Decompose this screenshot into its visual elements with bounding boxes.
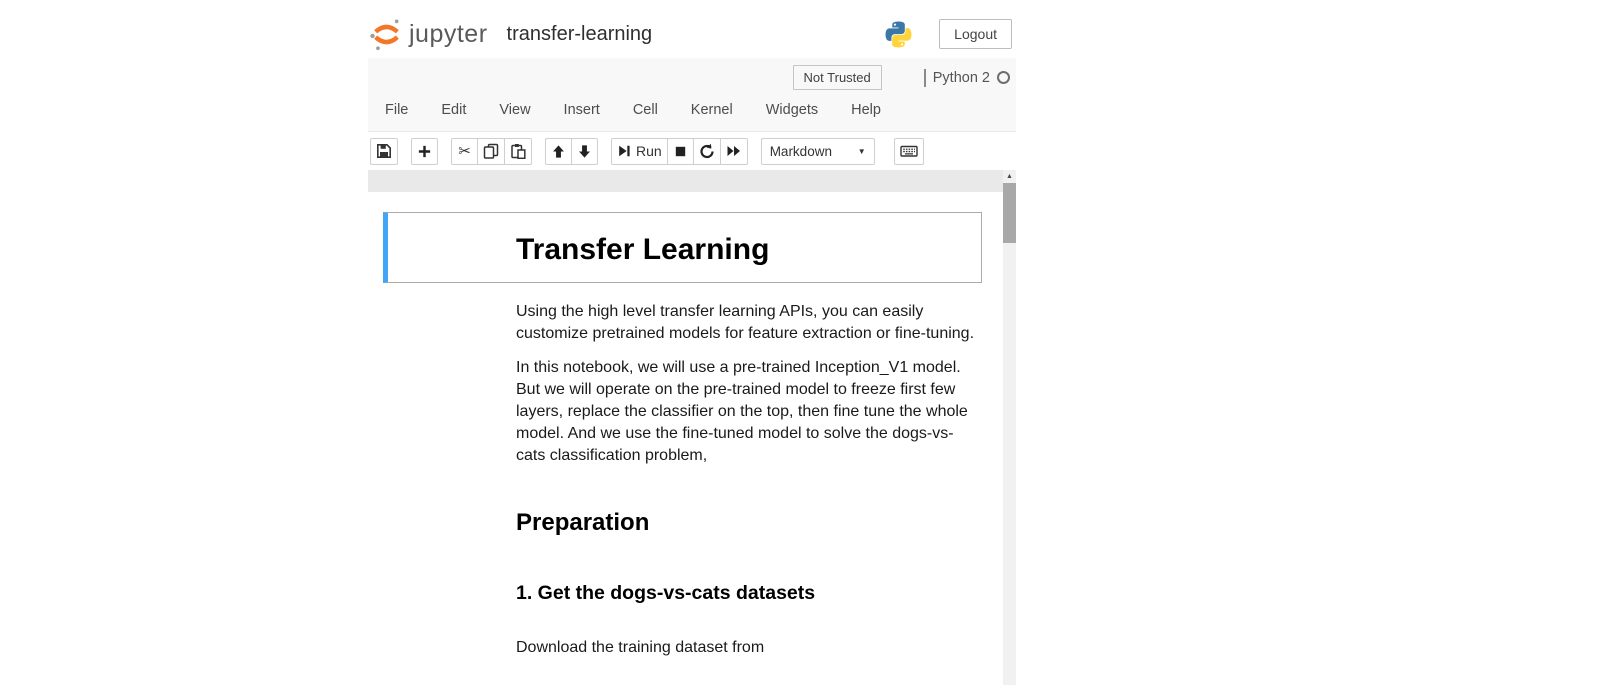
- chevron-down-icon: ▼: [857, 146, 866, 156]
- download-paragraph: Download the training dataset from: [516, 639, 765, 656]
- cell-prompt: [393, 625, 516, 671]
- header-right: [884, 19, 1012, 49]
- menu-widgets[interactable]: Widgets: [765, 102, 819, 118]
- markdown-cell-download[interactable]: [383, 619, 982, 677]
- intro-paragraph-2: In this notebook, we will use a pre-trained Inception_V1 model. But we will operate on the pre-trained model to freeze first few layers, replace the classifier on the top, then fine tune the whole model. And we use the fine-tuned model to solve the dogs-vs-cats classification problem,: [516, 359, 968, 464]
- jupyter-logo[interactable]: [370, 17, 488, 51]
- cut-cell-button[interactable]: [451, 138, 478, 165]
- palette-group: [894, 138, 924, 165]
- notebook-top-strip: [368, 170, 1003, 192]
- cell-content: [516, 289, 976, 479]
- save-button[interactable]: [370, 138, 398, 165]
- restart-run-all-button[interactable]: [720, 138, 748, 165]
- interrupt-kernel-button[interactable]: [667, 138, 694, 165]
- run-cell-button[interactable]: [611, 138, 668, 165]
- notebook-h1: Transfer Learning: [516, 233, 770, 266]
- move-up-icon: [551, 144, 566, 159]
- cell-content: [516, 491, 976, 545]
- move-cell-down-button[interactable]: [571, 138, 598, 165]
- cell-content: [516, 218, 976, 277]
- menu-insert[interactable]: Insert: [563, 102, 600, 118]
- jupyter-logo-text: jupyter: [409, 19, 488, 48]
- markdown-cell-preparation[interactable]: [383, 485, 982, 551]
- vertical-scrollbar[interactable]: [1003, 170, 1016, 685]
- notebook-title[interactable]: transfer-learning: [506, 22, 653, 45]
- cell-content: [516, 625, 976, 671]
- add-cell-icon: [417, 144, 432, 159]
- scrollbar-thumb[interactable]: [1003, 183, 1016, 243]
- cell-prompt: [393, 491, 516, 545]
- run-icon: [617, 144, 631, 158]
- markdown-cell-intro[interactable]: [383, 283, 982, 485]
- menu-help[interactable]: Help: [851, 102, 881, 118]
- jupyter-logo-icon: [370, 17, 403, 51]
- menubar: [368, 98, 1016, 122]
- menu-edit[interactable]: Edit: [441, 102, 467, 118]
- copy-cell-button[interactable]: [477, 138, 505, 165]
- menu-cell[interactable]: Cell: [632, 102, 658, 118]
- jupyter-notebook-app: [368, 0, 1016, 685]
- command-palette-keyboard-icon: [900, 143, 918, 159]
- move-down-icon: [577, 144, 592, 159]
- logout-button[interactable]: Logout: [939, 19, 1012, 49]
- run-group: [611, 138, 748, 165]
- menu-section: [368, 58, 1016, 132]
- move-group: [545, 138, 598, 165]
- restart-kernel-button[interactable]: [693, 138, 721, 165]
- app-header: [368, 0, 1016, 58]
- paste-icon: [510, 143, 526, 159]
- save-group: [370, 138, 398, 165]
- menu-kernel[interactable]: Kernel: [690, 102, 733, 118]
- notebook-h2: Preparation: [516, 509, 650, 536]
- move-cell-up-button[interactable]: [545, 138, 572, 165]
- add-cell-group: [411, 138, 438, 165]
- trust-badge[interactable]: Not Trusted: [793, 65, 882, 90]
- notebook-area: [368, 192, 1003, 685]
- scrollbar-up-arrow-icon[interactable]: ▲: [1006, 172, 1013, 180]
- cell-prompt: [393, 289, 516, 479]
- clipboard-group: [451, 138, 532, 165]
- cell-type-dropdown[interactable]: [761, 138, 875, 165]
- intro-paragraph-1: Using the high level transfer learning APIs, you can easily customize pretrained models for feature extraction or fine-tuning.: [516, 303, 975, 342]
- cell-prompt: [393, 218, 516, 277]
- cell-prompt: [393, 557, 516, 613]
- menu-view[interactable]: View: [499, 102, 531, 118]
- command-palette-button[interactable]: [894, 138, 924, 165]
- cut-icon: ✂: [458, 142, 471, 160]
- markdown-cell-datasets-heading[interactable]: [383, 551, 982, 619]
- kernel-separator: [924, 69, 926, 87]
- markdown-cell-title[interactable]: [383, 212, 982, 283]
- cell-content: [516, 557, 976, 613]
- add-cell-button[interactable]: [411, 138, 438, 165]
- toolbar: [368, 132, 1016, 170]
- save-icon: [376, 143, 392, 159]
- kernel-idle-icon: [997, 71, 1010, 84]
- menu-file[interactable]: File: [385, 102, 409, 118]
- status-row: [793, 65, 1010, 90]
- kernel-name: Python 2: [932, 69, 990, 86]
- run-label: Run: [636, 143, 662, 159]
- copy-icon: [483, 143, 499, 159]
- stop-icon: [673, 144, 688, 159]
- paste-cell-button[interactable]: [504, 138, 532, 165]
- fast-forward-icon: [726, 143, 742, 159]
- python-logo-icon: [884, 20, 913, 49]
- cell-type-value: Markdown: [769, 143, 832, 159]
- restart-kernel-icon: [699, 143, 715, 159]
- notebook-h3: 1. Get the dogs-vs-cats datasets: [516, 582, 816, 604]
